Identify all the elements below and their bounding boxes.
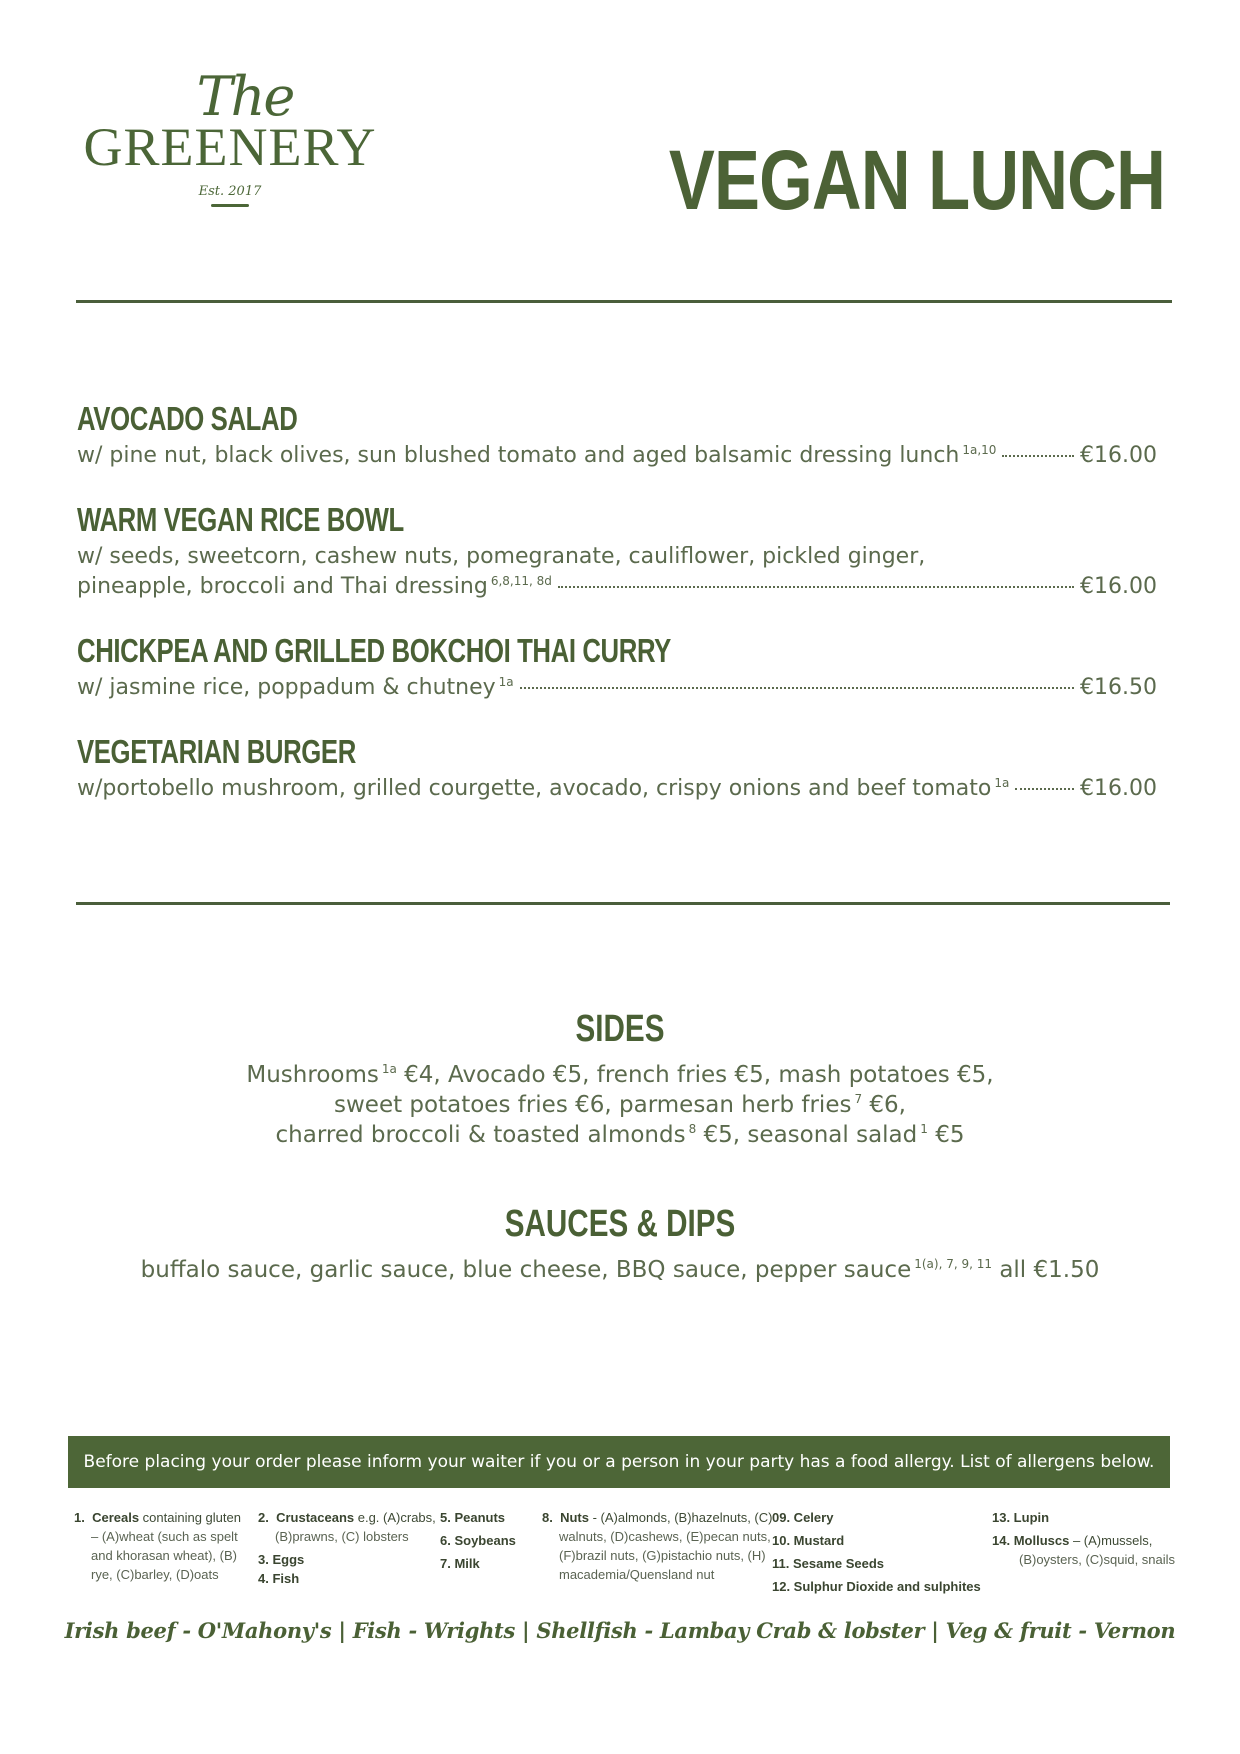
item-price: €16.50 — [1080, 675, 1157, 700]
item-name: AVOCADO SALAD — [77, 400, 298, 437]
sides-text-2b: €6, — [862, 1092, 906, 1118]
allergen-number: 14. — [992, 1533, 1011, 1548]
allergen-col-2 — [258, 1508, 436, 1588]
allergen-peanuts: 5. Peanuts — [440, 1510, 506, 1525]
sides-text-3a: charred broccoli & toasted almonds — [275, 1122, 686, 1148]
allergen-detail: – (A)mussels, — [1069, 1533, 1153, 1548]
item-description-line1: w/ seeds, sweetcorn, cashew nuts, pomegranate, cauliflower, pickled ginger, — [77, 544, 926, 569]
restaurant-logo — [70, 65, 390, 207]
allergen-detail: (B)oysters, (C)squid, snails — [1019, 1552, 1176, 1567]
item-description — [77, 572, 552, 602]
dot-leader — [1015, 788, 1074, 790]
menu-list — [77, 402, 1157, 836]
item-line — [77, 774, 1157, 804]
menu-item-chickpea-curry — [77, 634, 1157, 703]
logo-name: GREENERY — [83, 117, 377, 177]
allergen-soybeans: 6. Soybeans — [440, 1533, 516, 1548]
item-name: VEGETARIAN BURGER — [77, 733, 356, 770]
item-name: WARM VEGAN RICE BOWL — [77, 501, 404, 538]
sides-text-1b: €4, Avocado €5, french fries €5, mash potatoes €5, — [396, 1062, 994, 1088]
middle-divider — [76, 902, 1170, 905]
allergen-detail: macademia/Quensland nut — [559, 1567, 715, 1582]
allergen-detail: containing gluten — [139, 1510, 241, 1525]
sauces-price: all €1.50 — [992, 1257, 1100, 1283]
item-description — [77, 673, 514, 703]
allergen-codes: 6,8,11, 8d — [490, 573, 552, 588]
allergy-notice: Before placing your order please inform your waiter if you or a person in your party has a food allergy. List of allergens below. — [68, 1436, 1170, 1488]
allergen-name: Crustaceans — [276, 1510, 355, 1525]
allergen-col-6 — [992, 1508, 1175, 1569]
page-title: VEGAN LUNCH — [668, 133, 1165, 227]
item-line — [77, 673, 1157, 703]
allergen-detail: rye, (C)barley, (D)oats — [91, 1567, 219, 1582]
allergen-col-5 — [772, 1508, 981, 1596]
allergen-detail: walnuts, (D)cashews, (E)pecan nuts, — [559, 1529, 771, 1544]
item-price: €16.00 — [1080, 443, 1157, 468]
sauces-text: buffalo sauce, garlic sauce, blue cheese, BBQ sauce, pepper sauce — [140, 1257, 912, 1283]
allergen-codes: 7 — [854, 1092, 863, 1107]
item-description — [77, 774, 1009, 804]
item-name: CHICKPEA AND GRILLED BOKCHOI THAI CURRY — [77, 632, 671, 669]
sides-text-2a: sweet potatoes fries €6, parmesan herb fries — [334, 1092, 852, 1118]
sauces-title: SAUCES & DIPS — [504, 1203, 736, 1245]
allergen-lupin: 13. Lupin — [992, 1510, 1050, 1525]
allergen-col-3 — [440, 1508, 516, 1573]
sauces-section — [0, 1205, 1240, 1285]
allergen-number: 8. — [542, 1510, 553, 1525]
allergen-milk: 7. Milk — [440, 1556, 480, 1571]
logo-the: The — [196, 65, 294, 128]
allergen-celery: 09. Celery — [772, 1510, 834, 1525]
allergen-detail: and khorasan wheat), (B) — [91, 1548, 237, 1563]
sides-line-3 — [0, 1120, 1240, 1150]
dot-leader — [558, 586, 1074, 588]
suppliers-line: Irish beef - O'Mahony's | Fish - Wrights | Shellfish - Lambay Crab & lobster | Veg & fruit - Vernon — [64, 1618, 1176, 1643]
sides-title: SIDES — [575, 1008, 665, 1050]
item-price: €16.00 — [1080, 574, 1157, 599]
top-divider — [76, 300, 1172, 303]
allergen-codes: 1a — [994, 775, 1010, 790]
sides-text-3c: €5 — [927, 1122, 965, 1148]
allergen-codes: 1 — [920, 1122, 928, 1137]
sides-list — [0, 1060, 1240, 1150]
sides-text-3b: €5, seasonal salad — [696, 1122, 918, 1148]
desc-text: pineapple, broccoli and Thai dressing — [77, 574, 488, 599]
sides-line-1 — [0, 1060, 1240, 1090]
allergen-codes: 8 — [688, 1122, 697, 1137]
allergen-col-1 — [74, 1508, 241, 1584]
allergen-number: 2. — [258, 1510, 269, 1525]
sauces-list — [0, 1255, 1240, 1285]
menu-item-vegetarian-burger — [77, 735, 1157, 804]
allergen-codes: 1a — [498, 674, 514, 689]
logo-underline — [211, 204, 249, 207]
allergen-detail: (F)brazil nuts, (G)pistachio nuts, (H) — [559, 1548, 766, 1563]
menu-item-warm-vegan-rice-bowl — [77, 503, 1157, 602]
allergen-name: Molluscs — [1013, 1533, 1070, 1548]
allergen-detail: e.g. (A)crabs, — [354, 1510, 436, 1525]
allergen-col-4 — [542, 1508, 772, 1584]
item-line — [77, 441, 1157, 471]
allergen-name: Cereals — [92, 1510, 140, 1525]
allergen-detail: – (A)wheat (such as spelt — [91, 1529, 238, 1544]
allergen-codes: 1a — [381, 1062, 397, 1077]
sides-text-1a: Mushrooms — [246, 1062, 379, 1088]
allergen-eggs: 3. Eggs — [258, 1552, 305, 1567]
allergen-mustard: 10. Mustard — [772, 1533, 845, 1548]
desc-text: w/ jasmine rice, poppadum & chutney — [77, 675, 496, 700]
logo-established: Est. 2017 — [198, 184, 262, 199]
allergen-sulphites: 12. Sulphur Dioxide and sulphites — [772, 1579, 981, 1594]
dot-leader — [1002, 455, 1074, 457]
dot-leader — [520, 687, 1074, 689]
sides-section — [0, 1010, 1240, 1150]
sides-line-2 — [0, 1090, 1240, 1120]
allergen-detail: (B)prawns, (C) lobsters — [275, 1529, 409, 1544]
allergen-name: Nuts — [560, 1510, 589, 1525]
menu-item-avocado-salad — [77, 402, 1157, 471]
desc-text: w/ pine nut, black olives, sun blushed tomato and aged balsamic dressing lunch — [77, 443, 960, 468]
item-line — [77, 572, 1157, 602]
allergen-codes: 1(a), 7, 9, 11 — [914, 1257, 993, 1272]
item-description — [77, 441, 996, 471]
allergen-detail: - (A)almonds, (B)hazelnuts, (C) — [588, 1510, 773, 1525]
item-price: €16.00 — [1080, 776, 1157, 801]
allergen-fish: 4. Fish — [258, 1571, 300, 1586]
allergen-sesame: 11. Sesame Seeds — [772, 1556, 885, 1571]
allergen-number: 1. — [74, 1510, 85, 1525]
desc-text: w/portobello mushroom, grilled courgette, avocado, crispy onions and beef tomato — [77, 776, 992, 801]
allergen-codes: 1a,10 — [962, 442, 997, 457]
